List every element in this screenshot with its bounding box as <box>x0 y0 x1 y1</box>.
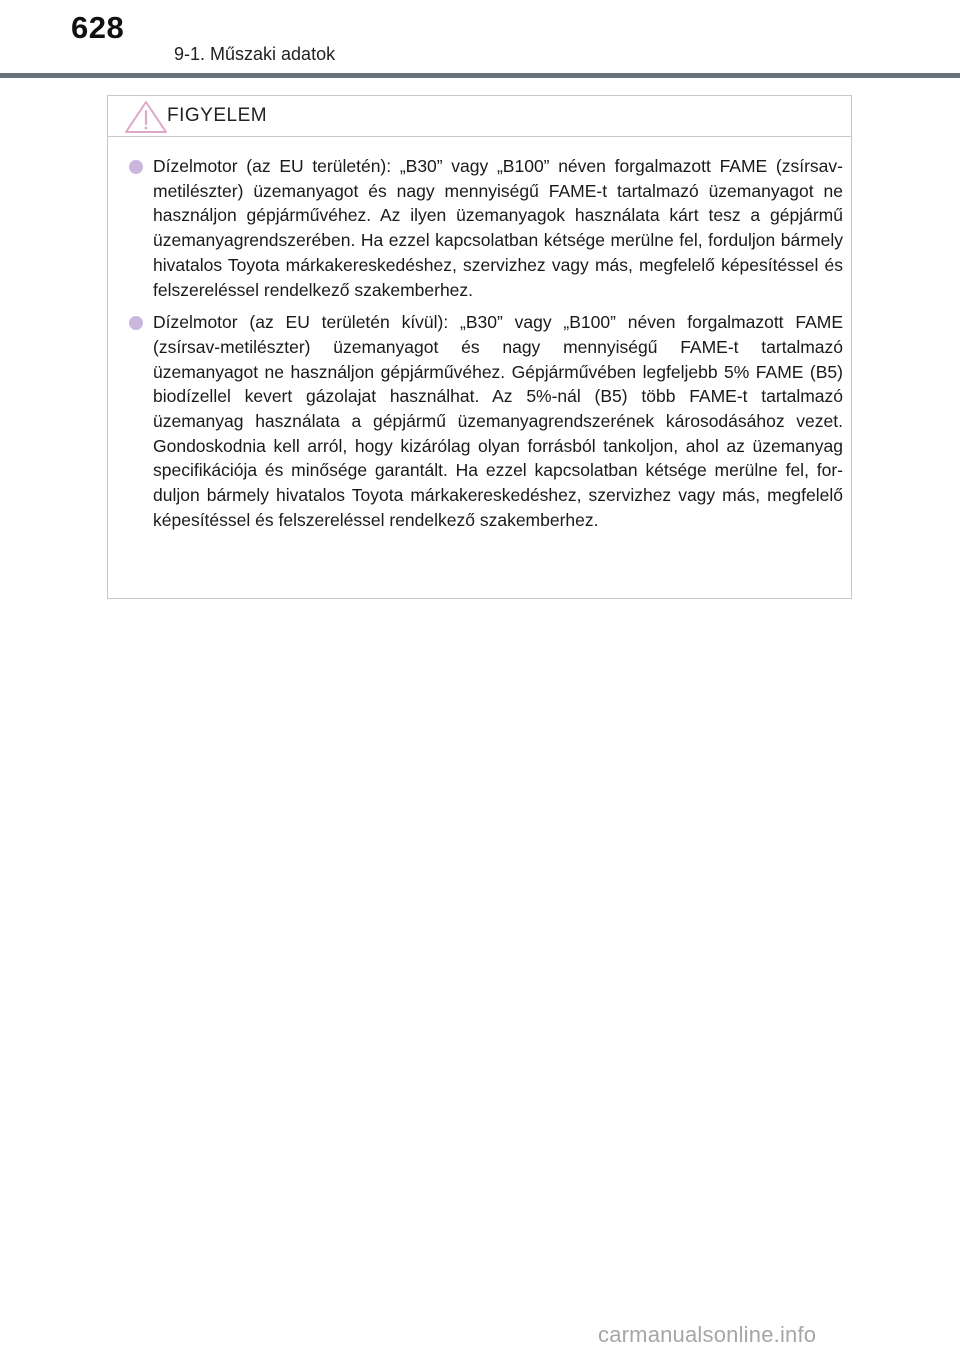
warning-box <box>107 95 852 599</box>
warning-title: FIGYELEM <box>167 105 268 126</box>
warning-header <box>108 96 851 137</box>
header-divider <box>0 73 960 78</box>
section-title: 9-1. Műszaki adatok <box>174 44 336 64</box>
warning-item <box>129 154 843 302</box>
warning-triangle-icon <box>124 100 168 134</box>
warning-item-text: Dízelmotor (az EU területén kívül): „B30” vagy „B100” néven forgalmazott FAME (zsírsav-metilészter) üzemanyagot és nagy mennyiségű FAME-t tartalmazó üzemanyagot ne használjon gépjárművéhez. Gépjárművében legfeljebb 5% FAME (B5) biodízellel kevert gázolajat használhat. Az 5%-nál (B5) több FAME-t tartalmazó üzemanyag használata a gépjármű üzemanyagrendszerének károsodásához vezet. Gondoskodnia kell arról, hogy kizárólag olyan forrásból tankoljon, ahol az üzemanyag specifikációja és minősége garantált. Ha ezzel kapcsolatban kétsége merülne fel, forduljon bármely hivatalos Toyota márkakereskedéshez, szervizhez vagy más, megfelelő képesítéssel és felszereléssel rendelkező szakemberhez. <box>153 312 843 530</box>
warning-item-text: Dízelmotor (az EU területén): „B30” vagy „B100” néven forgalmazott FAME (zsírsav-metilészter) üzemanyagot és nagy mennyiségű FAME-t tartalmazó üzemanyagot ne használjon gépjárművéhez. Az ilyen üzemanyagok használata kárt tesz a gépjármű üzemanyagrendszerében. Ha ezzel kapcsolatban kétsége merülne fel, forduljon bármely hivatalos Toyota márkakereskedéshez, szervizhez vagy más, megfelelő képesítéssel és felszereléssel rendelkező szakemberhez. <box>153 156 843 300</box>
bullet-icon <box>129 316 143 330</box>
page-number: 628 <box>71 10 125 45</box>
warning-item <box>129 310 843 532</box>
bullet-icon <box>129 160 143 174</box>
warning-list <box>129 154 843 541</box>
watermark: carmanualsonline.info <box>598 1322 817 1347</box>
